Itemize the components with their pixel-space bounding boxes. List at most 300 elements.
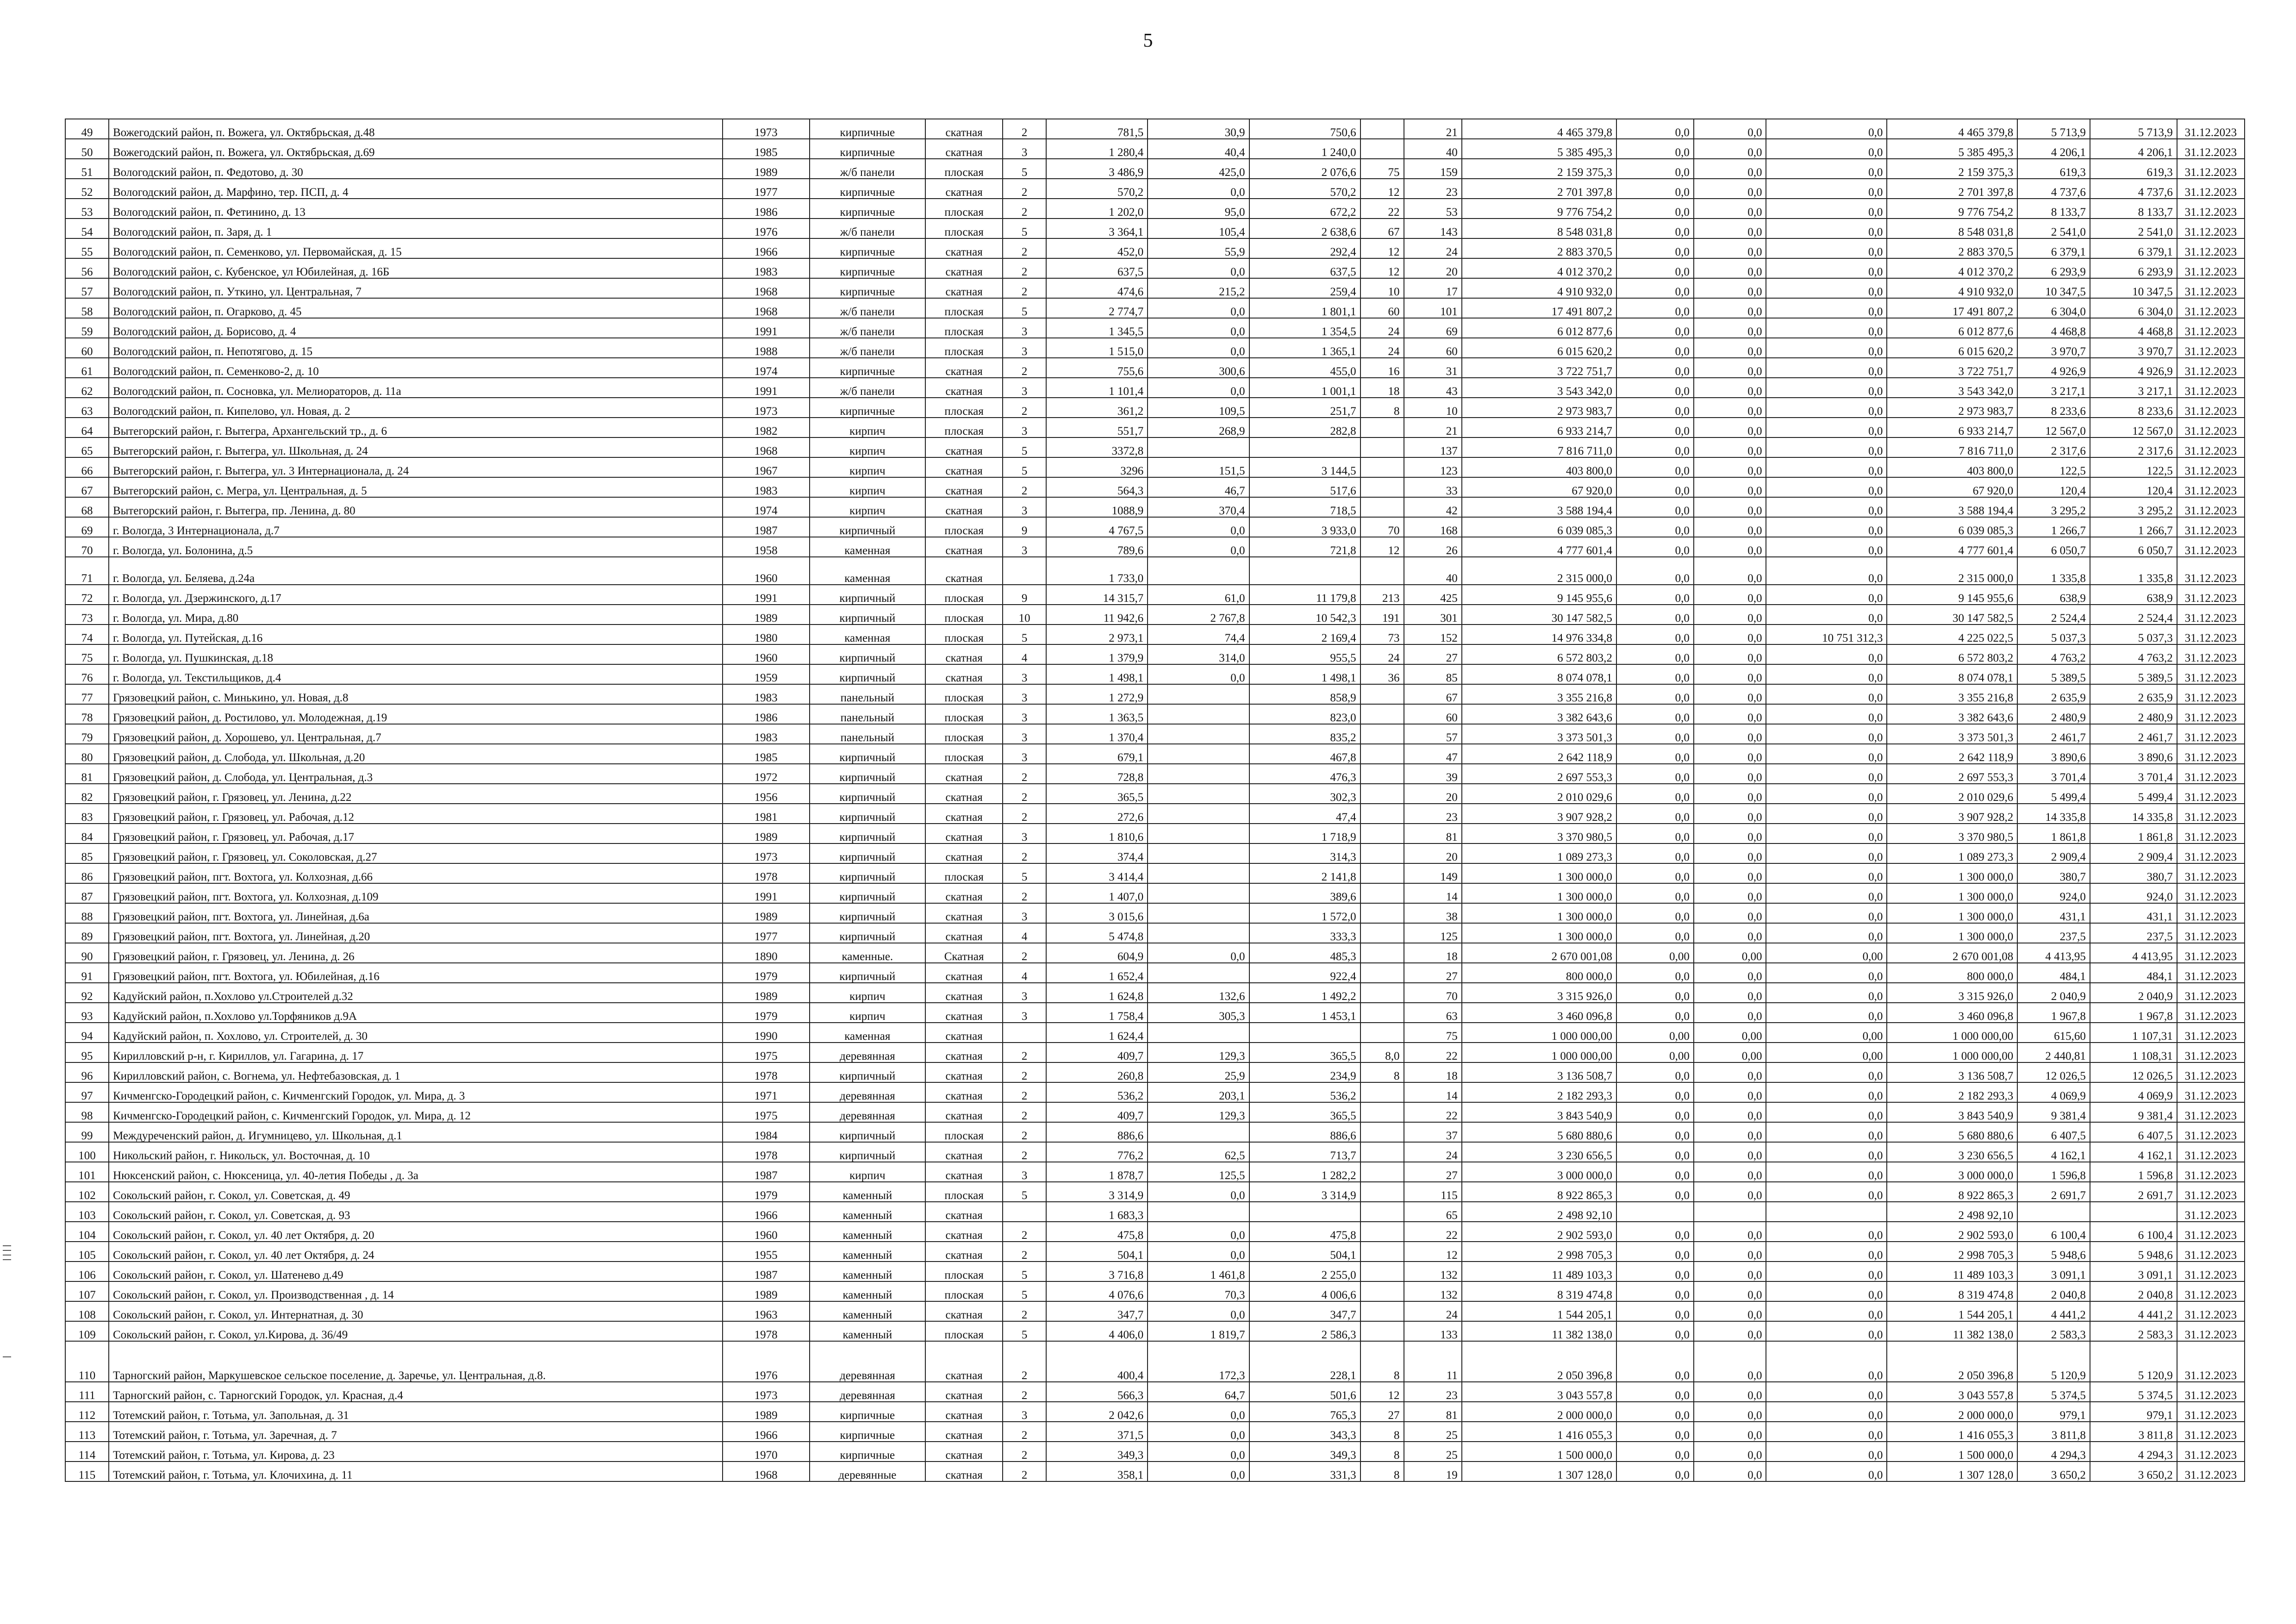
table-row xyxy=(65,398,2245,418)
cell-apartments xyxy=(1360,764,1404,784)
cell-limit-per-sqm: 3 811,8 xyxy=(2090,1422,2177,1442)
cell-total-area: 1 407,0 xyxy=(1046,883,1148,903)
cell-total-area: 11 942,6 xyxy=(1046,605,1148,625)
cell-total-cost: 3 543 342,0 xyxy=(1462,378,1616,398)
cell-owner-funds: 3 315 926,0 xyxy=(1887,983,2017,1003)
cell-total-cost: 1 307 128,0 xyxy=(1462,1462,1616,1481)
cell-nonresidential-area xyxy=(1148,843,1249,863)
cell-local-funds: 0,0 xyxy=(1766,199,1887,219)
cell-deadline: 31.12.2023 xyxy=(2177,338,2245,358)
cell-regional-funds: 0,0 xyxy=(1694,338,1766,358)
cell-floors: 3 xyxy=(1003,684,1046,704)
cell-total-cost: 3 907 928,2 xyxy=(1462,804,1616,824)
cell-wall-material: кирпич xyxy=(810,1162,926,1182)
cell-wall-material: кирпич xyxy=(810,497,926,517)
cell-local-funds: 0,0 xyxy=(1766,318,1887,338)
cell-deadline: 31.12.2023 xyxy=(2177,804,2245,824)
cell-residents: 81 xyxy=(1404,1402,1462,1422)
cell-year-built: 1966 xyxy=(723,238,810,258)
cell-row-number: 66 xyxy=(65,457,109,477)
cell-local-funds: 0,0 xyxy=(1766,338,1887,358)
cell-local-funds xyxy=(1766,1202,1887,1222)
cell-residential-area: 302,3 xyxy=(1249,784,1360,804)
cell-residential-area: 10 542,3 xyxy=(1249,605,1360,625)
cell-federal-funds: 0,0 xyxy=(1616,517,1694,537)
table-row xyxy=(65,704,2245,724)
cell-roof-type: скатная xyxy=(925,139,1003,159)
cell-regional-funds: 0,0 xyxy=(1694,258,1766,278)
cell-address: Кирилловский р-н, г. Кириллов, ул. Гагарина, д. 17 xyxy=(109,1043,723,1062)
cell-roof-type: скатная xyxy=(925,1402,1003,1422)
cell-regional-funds: 0,0 xyxy=(1694,1162,1766,1182)
cell-year-built: 1960 xyxy=(723,557,810,585)
cell-address: Сокольский район, г. Сокол, ул. Интернатная, д. 30 xyxy=(109,1301,723,1321)
cell-total-area: 4 767,5 xyxy=(1046,517,1148,537)
cell-limit-per-sqm: 6 407,5 xyxy=(2090,1122,2177,1142)
cell-nonresidential-area xyxy=(1148,804,1249,824)
cell-wall-material: каменные. xyxy=(810,943,926,963)
cell-roof-type: плоская xyxy=(925,318,1003,338)
cell-residents: 12 xyxy=(1404,1242,1462,1262)
cell-residential-area: 1 453,1 xyxy=(1249,1003,1360,1023)
cell-address: Грязовецкий район, с. Минькино, ул. Новая, д.8 xyxy=(109,684,723,704)
cell-total-cost: 9 776 754,2 xyxy=(1462,199,1616,219)
table-row xyxy=(65,903,2245,923)
cell-limit-per-sqm: 8 133,7 xyxy=(2090,199,2177,219)
cell-apartments xyxy=(1360,804,1404,824)
cell-owner-funds: 8 319 474,8 xyxy=(1887,1281,2017,1301)
cell-floors: 2 xyxy=(1003,477,1046,497)
cell-federal-funds: 0,0 xyxy=(1616,724,1694,744)
cell-floors: 2 xyxy=(1003,1462,1046,1481)
cell-address: г. Вологда, ул. Текстильщиков, д.4 xyxy=(109,664,723,684)
cell-owner-funds: 1 416 055,3 xyxy=(1887,1422,2017,1442)
cell-wall-material: ж/б панели xyxy=(810,318,926,338)
cell-residents: 53 xyxy=(1404,199,1462,219)
cell-year-built: 1983 xyxy=(723,258,810,278)
cell-deadline: 31.12.2023 xyxy=(2177,557,2245,585)
cell-deadline: 31.12.2023 xyxy=(2177,278,2245,298)
cell-total-cost: 2 973 983,7 xyxy=(1462,398,1616,418)
cell-owner-funds: 30 147 582,5 xyxy=(1887,605,2017,625)
cell-federal-funds: 0,0 xyxy=(1616,457,1694,477)
cell-residential-area: 365,5 xyxy=(1249,1102,1360,1122)
cell-floors: 3 xyxy=(1003,824,1046,843)
cell-apartments: 22 xyxy=(1360,199,1404,219)
cell-roof-type: плоская xyxy=(925,605,1003,625)
cell-local-funds: 0,0 xyxy=(1766,219,1887,238)
cell-year-built: 1987 xyxy=(723,1162,810,1182)
cell-limit-per-sqm: 2 635,9 xyxy=(2090,684,2177,704)
cell-total-cost: 11 489 103,3 xyxy=(1462,1262,1616,1281)
cell-wall-material: каменная xyxy=(810,1023,926,1043)
cell-total-area: 1 363,5 xyxy=(1046,704,1148,724)
cell-owner-funds: 6 572 803,2 xyxy=(1887,644,2017,664)
cell-cost-per-sqm: 2 040,8 xyxy=(2017,1281,2090,1301)
cell-nonresidential-area: 95,0 xyxy=(1148,199,1249,219)
cell-apartments xyxy=(1360,1222,1404,1242)
cell-year-built: 1890 xyxy=(723,943,810,963)
cell-residential-area: 1 498,1 xyxy=(1249,664,1360,684)
cell-roof-type: плоская xyxy=(925,684,1003,704)
cell-limit-per-sqm: 4 294,3 xyxy=(2090,1442,2177,1462)
cell-row-number: 77 xyxy=(65,684,109,704)
cell-limit-per-sqm: 1 335,8 xyxy=(2090,557,2177,585)
cell-nonresidential-area: 0,0 xyxy=(1148,1242,1249,1262)
cell-apartments xyxy=(1360,1102,1404,1122)
cell-local-funds: 0,0 xyxy=(1766,1242,1887,1262)
cell-floors: 3 xyxy=(1003,418,1046,437)
cell-roof-type: скатная xyxy=(925,1202,1003,1222)
cell-local-funds: 0,0 xyxy=(1766,298,1887,318)
cell-year-built: 1966 xyxy=(723,1422,810,1442)
cell-owner-funds: 2 902 593,0 xyxy=(1887,1222,2017,1242)
cell-owner-funds: 1 300 000,0 xyxy=(1887,863,2017,883)
cell-residents: 57 xyxy=(1404,724,1462,744)
cell-residents: 40 xyxy=(1404,557,1462,585)
table-row xyxy=(65,943,2245,963)
cell-local-funds: 0,0 xyxy=(1766,804,1887,824)
cell-floors: 2 xyxy=(1003,1222,1046,1242)
cell-cost-per-sqm: 2 461,7 xyxy=(2017,724,2090,744)
cell-limit-per-sqm: 2 461,7 xyxy=(2090,724,2177,744)
table-row xyxy=(65,517,2245,537)
cell-residents: 10 xyxy=(1404,398,1462,418)
cell-deadline: 31.12.2023 xyxy=(2177,605,2245,625)
cell-apartments xyxy=(1360,418,1404,437)
cell-total-area: 1 683,3 xyxy=(1046,1202,1148,1222)
cell-local-funds: 0,0 xyxy=(1766,1003,1887,1023)
cell-residential-area: 343,3 xyxy=(1249,1422,1360,1442)
cell-residents: 24 xyxy=(1404,1142,1462,1162)
cell-regional-funds: 0,0 xyxy=(1694,704,1766,724)
cell-year-built: 1973 xyxy=(723,1382,810,1402)
cell-owner-funds: 2 998 705,3 xyxy=(1887,1242,2017,1262)
cell-owner-funds: 3 370 980,5 xyxy=(1887,824,2017,843)
cell-year-built: 1991 xyxy=(723,318,810,338)
cell-row-number: 96 xyxy=(65,1062,109,1082)
cell-cost-per-sqm: 619,3 xyxy=(2017,159,2090,179)
cell-cost-per-sqm: 9 381,4 xyxy=(2017,1102,2090,1122)
cell-year-built: 1966 xyxy=(723,1202,810,1222)
cell-deadline: 31.12.2023 xyxy=(2177,1402,2245,1422)
cell-residents: 22 xyxy=(1404,1222,1462,1242)
cell-wall-material: кирпичный xyxy=(810,744,926,764)
cell-cost-per-sqm: 4 763,2 xyxy=(2017,644,2090,664)
cell-floors: 3 xyxy=(1003,318,1046,338)
cell-apartments: 10 xyxy=(1360,278,1404,298)
cell-nonresidential-area: 268,9 xyxy=(1148,418,1249,437)
cell-residents: 33 xyxy=(1404,477,1462,497)
cell-floors: 2 xyxy=(1003,784,1046,804)
cell-residential-area: 1 572,0 xyxy=(1249,903,1360,923)
cell-apartments: 8 xyxy=(1360,1062,1404,1082)
cell-roof-type: скатная xyxy=(925,1043,1003,1062)
cell-local-funds: 0,0 xyxy=(1766,258,1887,278)
cell-total-area: 1 624,8 xyxy=(1046,983,1148,1003)
cell-wall-material: кирпичный xyxy=(810,903,926,923)
cell-deadline: 31.12.2023 xyxy=(2177,1102,2245,1122)
cell-apartments xyxy=(1360,843,1404,863)
cell-local-funds: 0,0 xyxy=(1766,537,1887,557)
cell-floors: 2 xyxy=(1003,1142,1046,1162)
cell-limit-per-sqm: 5 948,6 xyxy=(2090,1242,2177,1262)
table-row xyxy=(65,1442,2245,1462)
cell-roof-type: скатная xyxy=(925,1062,1003,1082)
cell-roof-type: скатная xyxy=(925,983,1003,1003)
cell-limit-per-sqm: 14 335,8 xyxy=(2090,804,2177,824)
cell-roof-type: скатная xyxy=(925,1422,1003,1442)
cell-residential-area: 455,0 xyxy=(1249,358,1360,378)
cell-residential-area: 718,5 xyxy=(1249,497,1360,517)
cell-federal-funds: 0,0 xyxy=(1616,557,1694,585)
cell-local-funds: 0,0 xyxy=(1766,497,1887,517)
cell-row-number: 61 xyxy=(65,358,109,378)
cell-deadline: 31.12.2023 xyxy=(2177,1142,2245,1162)
cell-wall-material: каменный xyxy=(810,1222,926,1242)
margin-mark xyxy=(3,1356,11,1357)
cell-residents: 70 xyxy=(1404,983,1462,1003)
cell-wall-material: кирпич xyxy=(810,418,926,437)
cell-deadline: 31.12.2023 xyxy=(2177,179,2245,199)
cell-regional-funds: 0,0 xyxy=(1694,159,1766,179)
cell-year-built: 1989 xyxy=(723,605,810,625)
cell-nonresidential-area: 132,6 xyxy=(1148,983,1249,1003)
cell-residential-area: 347,7 xyxy=(1249,1301,1360,1321)
cell-deadline: 31.12.2023 xyxy=(2177,1162,2245,1182)
cell-total-area: 349,3 xyxy=(1046,1442,1148,1462)
cell-regional-funds: 0,0 xyxy=(1694,219,1766,238)
table-row xyxy=(65,1301,2245,1321)
cell-regional-funds: 0,0 xyxy=(1694,278,1766,298)
cell-residential-area: 2 076,6 xyxy=(1249,159,1360,179)
cell-cost-per-sqm: 6 379,1 xyxy=(2017,238,2090,258)
cell-total-area: 1 652,4 xyxy=(1046,963,1148,983)
cell-apartments xyxy=(1360,497,1404,517)
cell-wall-material: кирпичные xyxy=(810,179,926,199)
cell-residents: 60 xyxy=(1404,704,1462,724)
cell-apartments xyxy=(1360,1162,1404,1182)
cell-residents: 132 xyxy=(1404,1281,1462,1301)
cell-residents: 23 xyxy=(1404,804,1462,824)
cell-roof-type: скатная xyxy=(925,1023,1003,1043)
cell-row-number: 70 xyxy=(65,537,109,557)
cell-row-number: 98 xyxy=(65,1102,109,1122)
cell-nonresidential-area: 0,0 xyxy=(1148,1182,1249,1202)
cell-floors: 2 xyxy=(1003,1082,1046,1102)
cell-federal-funds xyxy=(1616,1202,1694,1222)
cell-total-area: 604,9 xyxy=(1046,943,1148,963)
cell-year-built: 1989 xyxy=(723,824,810,843)
cell-cost-per-sqm: 2 440,81 xyxy=(2017,1043,2090,1062)
cell-federal-funds: 0,00 xyxy=(1616,1023,1694,1043)
cell-owner-funds: 3 543 342,0 xyxy=(1887,378,2017,398)
cell-wall-material: кирпичный xyxy=(810,585,926,605)
cell-total-cost: 2 902 593,0 xyxy=(1462,1222,1616,1242)
cell-federal-funds: 0,0 xyxy=(1616,1162,1694,1182)
cell-roof-type: скатная xyxy=(925,557,1003,585)
cell-row-number: 68 xyxy=(65,497,109,517)
cell-total-area: 2 042,6 xyxy=(1046,1402,1148,1422)
cell-year-built: 1977 xyxy=(723,923,810,943)
cell-row-number: 84 xyxy=(65,824,109,843)
cell-owner-funds: 2 315 000,0 xyxy=(1887,557,2017,585)
cell-roof-type: плоская xyxy=(925,1321,1003,1341)
cell-floors: 3 xyxy=(1003,664,1046,684)
cell-residential-area: 2 638,6 xyxy=(1249,219,1360,238)
cell-floors: 2 xyxy=(1003,1382,1046,1402)
table-row xyxy=(65,963,2245,983)
cell-owner-funds: 9 776 754,2 xyxy=(1887,199,2017,219)
cell-local-funds: 0,0 xyxy=(1766,358,1887,378)
cell-wall-material: деревянная xyxy=(810,1082,926,1102)
cell-residents: 14 xyxy=(1404,1082,1462,1102)
cell-roof-type: плоская xyxy=(925,398,1003,418)
cell-residential-area: 637,5 xyxy=(1249,258,1360,278)
cell-regional-funds: 0,0 xyxy=(1694,139,1766,159)
cell-federal-funds: 0,0 xyxy=(1616,704,1694,724)
cell-regional-funds: 0,0 xyxy=(1694,1182,1766,1202)
cell-year-built: 1973 xyxy=(723,398,810,418)
cell-total-cost: 4 910 932,0 xyxy=(1462,278,1616,298)
cell-limit-per-sqm: 122,5 xyxy=(2090,457,2177,477)
cell-year-built: 1974 xyxy=(723,497,810,517)
cell-regional-funds: 0,0 xyxy=(1694,199,1766,219)
cell-nonresidential-area xyxy=(1148,724,1249,744)
cell-row-number: 95 xyxy=(65,1043,109,1062)
cell-total-cost: 1 089 273,3 xyxy=(1462,843,1616,863)
cell-deadline: 31.12.2023 xyxy=(2177,1082,2245,1102)
cell-nonresidential-area: 62,5 xyxy=(1148,1142,1249,1162)
cell-owner-funds: 3 136 508,7 xyxy=(1887,1062,2017,1082)
table-row xyxy=(65,585,2245,605)
cell-residents: 60 xyxy=(1404,338,1462,358)
cell-deadline: 31.12.2023 xyxy=(2177,537,2245,557)
cell-wall-material: кирпичный xyxy=(810,1122,926,1142)
cell-local-funds: 0,0 xyxy=(1766,1321,1887,1341)
cell-total-cost: 3 315 926,0 xyxy=(1462,983,1616,1003)
cell-regional-funds: 0,0 xyxy=(1694,883,1766,903)
cell-apartments xyxy=(1360,1321,1404,1341)
cell-residential-area xyxy=(1249,1202,1360,1222)
cell-federal-funds: 0,0 xyxy=(1616,1442,1694,1462)
cell-row-number: 111 xyxy=(65,1382,109,1402)
cell-limit-per-sqm: 6 100,4 xyxy=(2090,1222,2177,1242)
cell-address: Вожегодский район, п. Вожега, ул. Октябрьская, д.69 xyxy=(109,139,723,159)
cell-deadline: 31.12.2023 xyxy=(2177,1341,2245,1382)
cell-residents: 63 xyxy=(1404,1003,1462,1023)
cell-owner-funds: 4 777 601,4 xyxy=(1887,537,2017,557)
cell-total-area: 566,3 xyxy=(1046,1382,1148,1402)
cell-owner-funds: 4 012 370,2 xyxy=(1887,258,2017,278)
cell-federal-funds: 0,0 xyxy=(1616,119,1694,139)
cell-deadline: 31.12.2023 xyxy=(2177,963,2245,983)
cell-address: г. Вологда, ул. Путейская, д.16 xyxy=(109,625,723,644)
cell-apartments: 8 xyxy=(1360,398,1404,418)
cell-roof-type: плоская xyxy=(925,159,1003,179)
cell-federal-funds: 0,0 xyxy=(1616,139,1694,159)
cell-limit-per-sqm: 6 304,0 xyxy=(2090,298,2177,318)
cell-year-built: 1988 xyxy=(723,338,810,358)
cell-federal-funds: 0,0 xyxy=(1616,843,1694,863)
cell-deadline: 31.12.2023 xyxy=(2177,1382,2245,1402)
cell-row-number: 104 xyxy=(65,1222,109,1242)
cell-owner-funds: 2 182 293,3 xyxy=(1887,1082,2017,1102)
cell-cost-per-sqm: 924,0 xyxy=(2017,883,2090,903)
cell-wall-material: панельный xyxy=(810,704,926,724)
table-row xyxy=(65,179,2245,199)
cell-wall-material: кирпич xyxy=(810,983,926,1003)
cell-total-cost: 2 159 375,3 xyxy=(1462,159,1616,179)
cell-floors xyxy=(1003,1023,1046,1043)
cell-limit-per-sqm: 1 596,8 xyxy=(2090,1162,2177,1182)
cell-cost-per-sqm: 2 583,3 xyxy=(2017,1321,2090,1341)
cell-deadline: 31.12.2023 xyxy=(2177,398,2245,418)
cell-year-built: 1989 xyxy=(723,903,810,923)
cell-year-built: 1990 xyxy=(723,1023,810,1043)
cell-total-cost: 3 373 501,3 xyxy=(1462,724,1616,744)
cell-year-built: 1985 xyxy=(723,139,810,159)
cell-owner-funds: 2 670 001,08 xyxy=(1887,943,2017,963)
cell-deadline: 31.12.2023 xyxy=(2177,1301,2245,1321)
cell-address: Грязовецкий район, г. Грязовец, ул. Ленина, д. 26 xyxy=(109,943,723,963)
cell-deadline: 31.12.2023 xyxy=(2177,139,2245,159)
cell-cost-per-sqm: 615,60 xyxy=(2017,1023,2090,1043)
cell-address: Кадуйский район, п.Хохлово ул.Торфяников д.9А xyxy=(109,1003,723,1023)
cell-total-cost: 67 920,0 xyxy=(1462,477,1616,497)
cell-floors: 5 xyxy=(1003,437,1046,457)
cell-deadline: 31.12.2023 xyxy=(2177,199,2245,219)
cell-deadline: 31.12.2023 xyxy=(2177,1122,2245,1142)
cell-total-area: 452,0 xyxy=(1046,238,1148,258)
cell-roof-type: скатная xyxy=(925,1341,1003,1382)
cell-floors: 2 xyxy=(1003,1122,1046,1142)
cell-deadline: 31.12.2023 xyxy=(2177,664,2245,684)
cell-row-number: 90 xyxy=(65,943,109,963)
cell-residents: 143 xyxy=(1404,219,1462,238)
cell-owner-funds: 3 907 928,2 xyxy=(1887,804,2017,824)
cell-row-number: 113 xyxy=(65,1422,109,1442)
cell-roof-type: скатная xyxy=(925,1222,1003,1242)
cell-floors: 2 xyxy=(1003,1102,1046,1122)
cell-owner-funds: 3 382 643,6 xyxy=(1887,704,2017,724)
cell-wall-material: кирпичный xyxy=(810,963,926,983)
cell-residential-area xyxy=(1249,557,1360,585)
table-row xyxy=(65,258,2245,278)
cell-deadline: 31.12.2023 xyxy=(2177,1043,2245,1062)
cell-total-cost: 14 976 334,8 xyxy=(1462,625,1616,644)
cell-row-number: 89 xyxy=(65,923,109,943)
cell-federal-funds: 0,0 xyxy=(1616,903,1694,923)
cell-local-funds: 0,0 xyxy=(1766,1162,1887,1182)
cell-limit-per-sqm: 237,5 xyxy=(2090,923,2177,943)
cell-roof-type: плоская xyxy=(925,1262,1003,1281)
cell-year-built: 1975 xyxy=(723,1043,810,1062)
cell-total-cost: 1 544 205,1 xyxy=(1462,1301,1616,1321)
cell-cost-per-sqm: 1 967,8 xyxy=(2017,1003,2090,1023)
cell-local-funds: 0,0 xyxy=(1766,724,1887,744)
cell-year-built: 1972 xyxy=(723,764,810,784)
cell-address: Вологодский район, д. Марфино, тер. ПСП, д. 4 xyxy=(109,179,723,199)
cell-total-cost: 3 355 216,8 xyxy=(1462,684,1616,704)
cell-total-area: 475,8 xyxy=(1046,1222,1148,1242)
cell-year-built: 1973 xyxy=(723,843,810,863)
cell-local-funds: 0,0 xyxy=(1766,557,1887,585)
cell-apartments: 18 xyxy=(1360,378,1404,398)
cell-wall-material: деревянная xyxy=(810,1382,926,1402)
cell-residential-area: 3 933,0 xyxy=(1249,517,1360,537)
cell-row-number: 99 xyxy=(65,1122,109,1142)
